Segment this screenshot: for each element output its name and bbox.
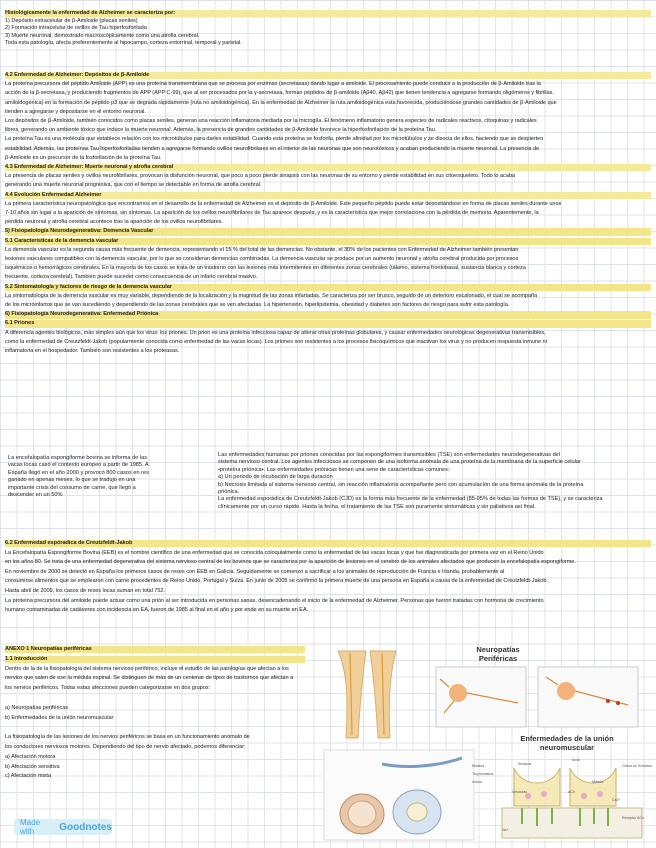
text-line: b) Afectación sensitiva <box>5 763 60 770</box>
text-line: en los años 80. Se trata de una enfermedad degenerativa del sistema nervioso central de los bovinos que se caracteriza por la aparición de lesiones en el cerebro de los animales afectados que producen la encefalopatía espongiforme. <box>5 559 576 566</box>
text-line: En noviembre de 2000 se detectó en España los primeros casos de reses con EEB en Galicia. Seguidamente se comenzó a sacrificar a los animales de reproducción de Francia e Irlanda, probablemente al <box>5 568 505 575</box>
section-heading: 5.2 Sintomatología y factores de riesgo de la demencia vascular <box>5 284 651 291</box>
figure-label: Tropomiosina <box>472 772 494 776</box>
section-heading: 6.2 Enfermedad espóradica de Creutzfeldt-Jakob <box>5 540 651 547</box>
figure-label: Ca2+ <box>612 798 621 802</box>
text-line: consumirse alimentos que se emplearon con carne procedentes de Reino Unido, Portugal y Suiza. En junio de 2005 se confirmó la primera muerte de una persona en España a causa de la enfermedad de Creutzfeldt-Jakob. <box>5 578 548 585</box>
text-line: inflamatoria en el hospedador. También son resistentes a los proteasas. <box>5 348 180 354</box>
text-line: La demencia vascular es la segunda causa más frecuente de demencia, representando el 15 % del total de las demencias. No obstante, el 30% de los pacientes con Enfermedad de Alzheimer también presentan <box>5 246 519 253</box>
text-line: los nervios periféricos. Todas estas afecciones pueden categorizarse en dos grupos: <box>5 685 211 692</box>
box-line: a) Un periodo de incubación de larga duración <box>218 474 333 481</box>
section-heading: 5.1 Características de la demencia vascular <box>5 238 651 245</box>
text-line: A diferencia agentes biológicos, más simples aún que los virus: los priones. Un prion es una proteína infecciosa capaz de alterar otras proteínas globulares, y causar enfermedades neurológicas degenerativas transmisibles, <box>5 329 546 336</box>
box-line: priónica. <box>218 489 240 496</box>
figure-label: Sinapsis <box>518 762 532 766</box>
figure-label: Mielina <box>592 780 604 784</box>
text-line: La proteína precursora del amiloide puede actuar como una prión al ser introducida en personas sanas, desencadenando el inicio de la enfermedad de Alzheimer. Personas que fueron tratadas con hormona de crecimiento <box>5 597 544 604</box>
section-heading: 6.1 Priones <box>5 320 651 327</box>
nmj-illustration <box>322 728 652 844</box>
text-line: tienden a agregarse y depositarse en el entorno neuronal. <box>5 108 146 115</box>
text-line: nervios que salen de ese la médula espinal. Se distinguen de más de un centenar de tipos de trastornos que afectan a <box>5 675 294 682</box>
box-line: sistema nervioso central. Los agentes infecciosos se componen de una isoforma anómala de una proteína de la membrana de la superficie celular <box>218 459 581 466</box>
text-line: a) Afectación motora <box>5 753 56 760</box>
text-line: La presencia de placas seniles y ovillos neurofibrilares, provocan la disfunción neuronal, que poco a poco pierde sinapsis con las neuronas de su entorno y pierde estabilidad en sus citoesqueleto. Todo lo acaba <box>5 173 515 180</box>
text-line: de los microinfartos que se van sucediendo y dependiendo de las zonas cerebrales que se ven afectadas. La hipertensión, hiperlipidemia, obesidad y diabetes son factores de riesgo para sufrir esta patología. <box>5 302 510 308</box>
figure-label: Axón <box>572 758 580 762</box>
text-line: Hasta abril de 2009, los casos de reses locas suman en total 752. <box>5 588 165 594</box>
nmj-figure <box>322 728 652 844</box>
text-line: humano contaminadas de cadáveres con incidencia en EA, fueron de 1985 al final en el año y por ende en su muerte en EA. <box>5 607 309 614</box>
figure2-title-2: neuromuscular <box>539 743 595 752</box>
text-line: b) Enfermedades de la unión neuromuscular <box>5 714 114 721</box>
figure2-title-1: Enfermedades de la unión <box>520 734 614 743</box>
box-line: vacas locas casó el contexto europeo a partir de 1985. A <box>8 462 149 469</box>
box-line: La encefalopatía espongiforme bovina se informa de las <box>8 455 147 461</box>
box-line: descender en un 50% <box>8 492 63 499</box>
text-line: 7-10 años sin lugar a la aparición de síntomas, sin síntomas. La aparición de los ovillos neurofibrilares de Tau aparece después, y es la característica que mejor correlaciona con la pérdida de memoria. Aparentemente, la <box>5 210 539 216</box>
text-line: a) Neuropatías periféricas <box>5 704 69 711</box>
text-line: La Encefalopatía Espongiforme Bovina (EEB) es el nombre científico de una enfermedad que se conocida coloquialmente como la enfermedad de las vacas locas y que fue diagnosticada por primera vez en el Reino Unido <box>5 549 544 556</box>
text-line: frecuente, corteza cerebral). También puede suceder como consecuencia de un infarto cerebral masivo. <box>5 274 258 281</box>
text-line: La primera característica neuropatológica que encontramos en el desarrollo de la enfermedad de Alzheimer es el depósito de β-Amiloide. Este pequeño péptido puede estar depositándose en forma de placas seniles durante unos <box>5 200 562 207</box>
text-line: c) Afectación mixta <box>5 773 51 780</box>
text-line: La fisiopatología de las lesiones de los nervios periféricos se basa en un funcionamiento anómalo de <box>5 734 250 741</box>
text-line: acción de la β-secretasa, y produciendo fragmentos de APP (APP C-99), que al ser procesados por la γ-secretasa, forman péptidos de β-amiloide (Aβ40, Aβ42) que tienen tendencia a agregarse formando oligómeros y fibrillas. <box>5 90 554 97</box>
figure-label: Na+ <box>502 828 509 832</box>
text-line: estabilidad. Además, las proteínas Tau hiperfosforiladas tienden a agregarse formando ovillos neurofibrilares en el interior de las neuronas que son neurotóxicos y acaban produciendo la muerte neuronal. La presencia de <box>5 145 540 152</box>
box-line: La enfermedad esporádica de Creutzfeldt-Jakob (CJD) es la forma más frecuente de la enfermedad (85-95% de todas las formas de TSE), y se caracteriza <box>218 496 603 503</box>
box-line: Las enfermedades humanas por priones conocidas por las espongiformes transmisibles (TSE) son enfermedades neurodegenerativas del <box>218 452 561 458</box>
text-line: Los depósitos de β-Amiloide, también conocidos como placas seniles, generan una reacción inflamatoria mediada por la microglía. El fenómeno inflamatorio genera especies de radicales reactivos, citoquinas y radicales <box>5 118 537 124</box>
box-line: •proteína priónica•. Las enfermedades priónicas tienen una serie de características comunes: <box>218 466 450 473</box>
box-line: España llegó en el año 2000 y provocó 800 casos en res <box>8 469 149 476</box>
text-line: lesiones vasculares compatibles con la demencia vascular, por lo que se consideran demencias combinadas. La demencia vascular se produce por un aumento neuronal y atrofia cerebral producida por procesos <box>5 256 519 262</box>
text-line: 2) Formación intracelular de ovillos de Tau hiperfosforilada <box>5 25 147 32</box>
text-line: isquémicos o hemorrágicos cerebrales. En la mayoría de los casos se trata de un trastorno con las lesiones más intermitentes en diferentes zonas cerebrales (tálamo, sistema frontobasal, sustancia blanca y corteza <box>5 265 526 272</box>
figure-label: Receptor ACh <box>622 816 644 820</box>
text-line: generando una muerte neuronal progresiva, que con el tiempo se detectable en forma de atrofia cerebral. <box>5 182 262 189</box>
box-line: importante crisis del consumo de carne, que llegó a <box>8 484 136 491</box>
section-heading: 6) Fisiopatología Neurodegenerativa: Enfermedad Priónica <box>5 311 651 318</box>
text-line: La proteína precursora del péptido Amiloide (APP) es una proteína transmembrana que se procesa por enzimas (secretasas) dando lugar a amiloide. El procesamiento puede conducir a la producción de β-Amiloide tras la <box>5 81 541 88</box>
made-with-goodnotes-badge <box>14 819 112 835</box>
prion-box <box>218 452 650 511</box>
text-line: La proteína Tau es una molécula que establece relación con los microtúbulos para darles estabilidad. Cuando esta proteína se fosforila, pierde afinidad por los microtúbulos y se disocia de ellos, haciendo que se despierten <box>5 136 544 143</box>
text-line: como la enfermedad de Creutzfeldt-Jakob (popularmente conocida como enfermedad de las vacas locas). Los priones son resistentes a los procesos fisicoquímicos que inactivan los virus y no producen respuesta inmune ni <box>5 338 547 345</box>
figure-label: Miosina <box>472 764 485 768</box>
section-heading: 4.2 Enfermedad de Alzheimer: Depósitos de β-Amiloide <box>5 72 651 79</box>
text-line: Dentro de la de la fisiopatología del sistema nervioso periférico, incluye el estudio de las patologías que afectan a los <box>5 665 289 672</box>
box-line: clínicamente por un curso rápido. Hasta la fecha, el tratamiento de las TSE son puramente sintomáticas y sin paliativos así final. <box>218 503 536 510</box>
figure-title-2: Periféricas <box>478 654 518 663</box>
text-line: los conductores nerviosos motores. Dependiendo del tipo de nervio afectado, podemos diferenciar: <box>5 744 246 750</box>
section-heading: 4.3 Enfermedad de Alzheimer: Muerte neuronal y atrofia cerebral <box>5 164 651 171</box>
text-line: amiloidogénica) en la formación de péptido p3 que se degrada rápidamente (ruta no amiloidogénica). En la enfermedad de Alzheimer la ruta amiloidogénica esta favorecida, produciéndose grandes cantidades de β-Amiloide que <box>5 99 557 106</box>
section-heading: Histológicamente la enfermedad de Alzheimer se caracteriza por: <box>5 10 651 17</box>
box-line: b) Necrosis limitada al sistema nervioso central, sin reacción inflamatoria acompañante pero con acumulación de una forma anómala de la proteína <box>218 481 584 488</box>
figure-label: Vesículas <box>512 790 527 794</box>
figure-label: ACh <box>568 790 575 794</box>
text-line: 3) Muerte neuronal, demostrado macroscópicamente como una atrofia cerebral. <box>5 32 200 39</box>
box-line: ganado en apenas meses, lo que se tradujo en una <box>8 477 136 484</box>
text-line: 1) Depósito extracelular de β-Amiloide (placas seniles) <box>5 17 138 24</box>
figure-title-1: Neuropatías <box>476 645 520 654</box>
text-line: pérdida neuronal y atrofia cerebral acontece tras la aparición de los ovillos neurofibrilares. <box>5 219 223 226</box>
section-heading: 4.4 Evolución Enfermedad Alzheimer <box>5 192 651 199</box>
section-heading: 5) Fisiopatología Neurodegenerativa: Demencia Vascular <box>5 228 651 235</box>
text-line: Toda esta patología, afecta preferentemente al hipocampo, corteza entorrinal, temporal y parietal. <box>5 40 242 47</box>
text-line: La sintomatología de la demencia vascular es muy variable, dependiendo de la localización y la magnitud de las zonas infartadas. Se caracteriza por ser brusco, seguido de un deterioro escalonado, el cual se acompaña <box>5 292 538 299</box>
figure-label: Actina <box>472 780 482 784</box>
bse-box <box>8 455 208 499</box>
text-line: β-Amiloide es un precursor de la fosforilación de la proteína Tau. <box>5 154 162 161</box>
section-heading: 1.1 Introducción <box>5 656 305 663</box>
section-heading: ANEXO 1 Neuropatías periféricas <box>5 646 305 653</box>
badge-brand: Goodnotes <box>59 821 112 833</box>
text-line: libres, generando un ambiente tóxico que induce la muerte neuronal. Además, la presencia de grandes cantidades de β-Amiloide favorece la hiperfosforilación de la proteína Tau. <box>5 127 437 134</box>
badge-prefix: Made with <box>20 818 41 836</box>
figure-label: Célula de Schwann <box>622 764 653 768</box>
